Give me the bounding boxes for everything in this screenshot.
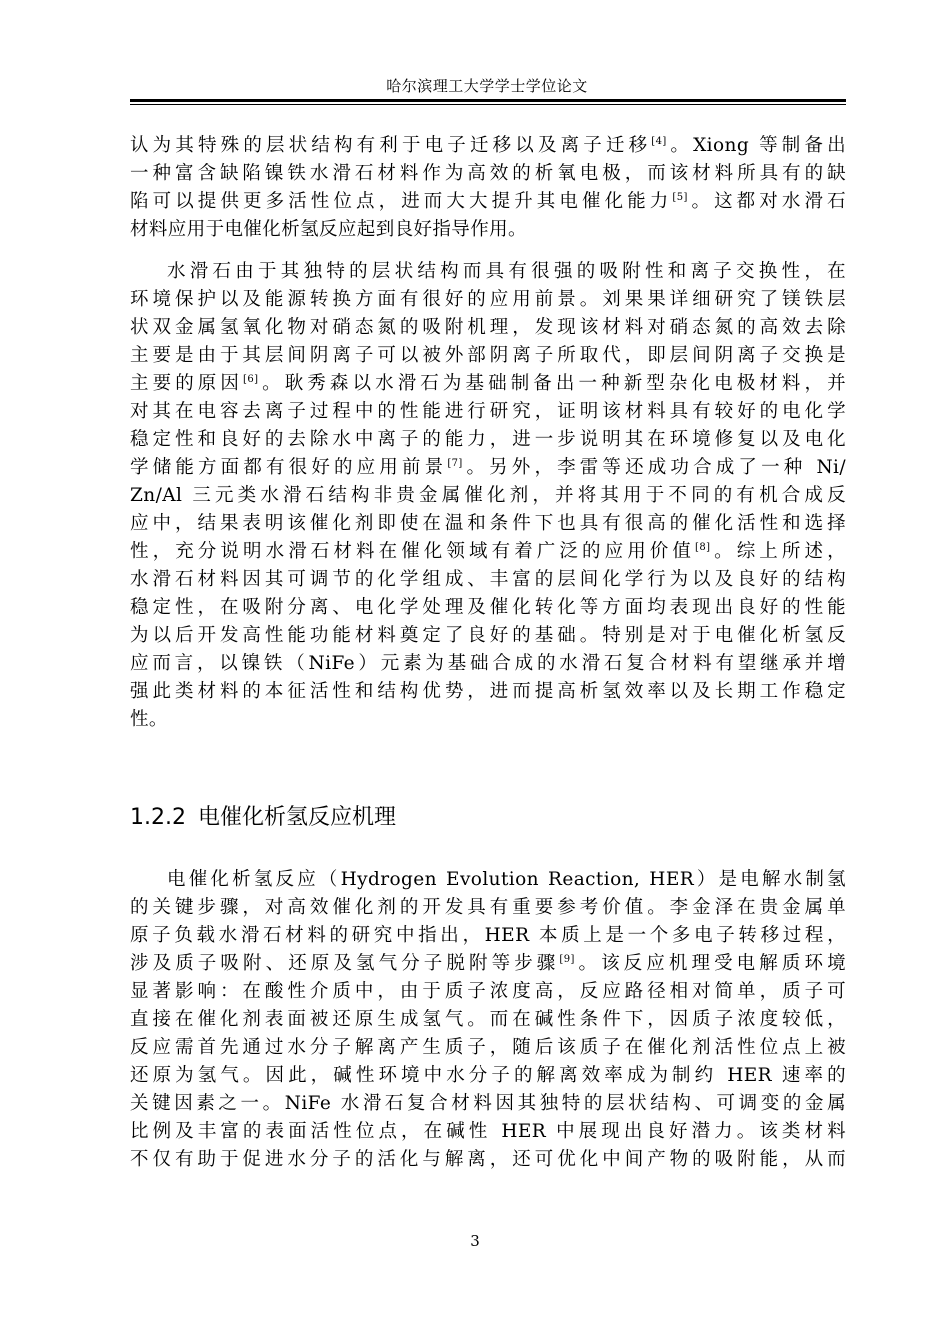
text-line: 不仅有助于促进水分子的活化与解离，还可优化中间产物的吸附能，从而 bbox=[130, 1149, 846, 1170]
text-line: 稳定性和良好的去除水中离子的能力，进一步说明其在环境修复以及电化 bbox=[130, 429, 846, 450]
text-line: 主要的原因[6]。耿秀森以水滑石为基础制备出一种新型杂化电极材料，并 bbox=[130, 373, 846, 394]
text-line: 为以后开发高性能功能材料奠定了良好的基础。特别是对于电催化析氢反 bbox=[130, 625, 846, 646]
header-rule-thick bbox=[130, 99, 846, 102]
text-line: 性，充分说明水滑石材料在催化领域有着广泛的应用价值[8]。综上所述， bbox=[130, 541, 846, 562]
section-number: 1.2.2 bbox=[130, 805, 186, 830]
text-line: 电催化析氢反应（Hydrogen Evolution Reaction, HER）是电解水制氢 bbox=[167, 869, 846, 890]
text-line: 强此类材料的本征活性和结构优势，进而提高析氢效率以及长期工作稳定 bbox=[130, 681, 846, 702]
text-line: 还原为氢气。因此，碱性环境中水分子的解离效率成为制约 HER 速率的 bbox=[130, 1065, 846, 1086]
section-heading bbox=[130, 803, 396, 833]
paragraph-1 bbox=[130, 132, 846, 244]
section-title: 电催化析氢反应机理 bbox=[197, 805, 396, 830]
text-line: 比例及丰富的表面活性位点，在碱性 HER 中展现出良好潜力。该类材料 bbox=[130, 1121, 846, 1142]
text-line: 对其在电容去离子过程中的性能进行研究，证明该材料具有较好的电化学 bbox=[130, 401, 846, 422]
text-line: 反应需首先通过水分子解离产生质子，随后该质子在催化剂活性位点上被 bbox=[130, 1037, 846, 1058]
text-line: 应中，结果表明该催化剂即使在温和条件下也具有很高的催化活性和选择 bbox=[130, 513, 846, 534]
text-line: 关键因素之一。NiFe 水滑石复合材料因其独特的层状结构、可调变的金属 bbox=[130, 1093, 846, 1114]
text-line: 水滑石由于其独特的层状结构而具有很强的吸附性和离子交换性，在 bbox=[167, 261, 846, 282]
text-line: 认为其特殊的层状结构有利于电子迁移以及离子迁移[4]。Xiong 等制备出 bbox=[130, 135, 847, 156]
paragraph-3 bbox=[130, 866, 846, 1174]
text-line: 一种富含缺陷镍铁水滑石材料作为高效的析氧电极，而该材料所具有的缺 bbox=[130, 163, 846, 184]
text-line: 性。 bbox=[130, 709, 168, 730]
page-header-title: 哈尔滨理工大学学士学位论文 bbox=[386, 77, 588, 95]
text-line: 稳定性，在吸附分离、电化学处理及催化转化等方面均表现出良好的性能 bbox=[130, 597, 846, 618]
text-line: 显著影响：在酸性介质中，由于质子浓度高，反应路径相对简单，质子可 bbox=[130, 981, 846, 1002]
citation-ref[interactable]: [5] bbox=[672, 192, 688, 203]
text-line: 陷可以提供更多活性位点，进而大大提升其电催化能力[5]。这都对水滑石 bbox=[130, 191, 846, 212]
text-line: 的关键步骤，对高效催化剂的开发具有重要参考价值。李金泽在贵金属单 bbox=[130, 897, 846, 918]
citation-ref[interactable]: [9] bbox=[559, 954, 575, 965]
page-number: 3 bbox=[470, 1232, 480, 1250]
text-line: Zn/Al 三元类水滑石结构非贵金属催化剂，并将其用于不同的有机合成反 bbox=[130, 485, 846, 506]
paragraph-2 bbox=[130, 258, 846, 734]
text-line: 主要是由于其层间阴离子可以被外部阴离子所取代，即层间阴离子交换是 bbox=[130, 345, 846, 366]
text-line: 学储能方面都有很好的应用前景[7]。另外，李雷等还成功合成了一种 Ni/ bbox=[130, 457, 846, 478]
text-line: 应而言，以镍铁（NiFe）元素为基础合成的水滑石复合材料有望继承并增 bbox=[130, 653, 846, 674]
citation-ref[interactable]: [7] bbox=[447, 458, 463, 469]
text-line: 状双金属氢氧化物对硝态氮的吸附机理，发现该材料对硝态氮的高效去除 bbox=[130, 317, 846, 338]
citation-ref[interactable]: [6] bbox=[243, 374, 259, 385]
text-line: 直接在催化剂表面被还原生成氢气。而在碱性条件下，因质子浓度较低， bbox=[130, 1009, 846, 1030]
text-line: 材料应用于电催化析氢反应起到良好指导作用。 bbox=[130, 219, 527, 240]
text-line: 原子负载水滑石材料的研究中指出，HER 本质上是一个多电子转移过程， bbox=[130, 925, 846, 946]
citation-ref[interactable]: [8] bbox=[695, 542, 711, 553]
text-line: 涉及质子吸附、还原及氢气分子脱附等步骤[9]。该反应机理受电解质环境 bbox=[130, 953, 846, 974]
citation-ref[interactable]: [4] bbox=[651, 136, 667, 147]
text-line: 水滑石材料因其可调节的化学组成、丰富的层间化学行为以及良好的结构 bbox=[130, 569, 846, 590]
header-rule-thin bbox=[130, 104, 846, 105]
text-line: 环境保护以及能源转换方面有很好的应用前景。刘果果详细研究了镁铁层 bbox=[130, 289, 846, 310]
